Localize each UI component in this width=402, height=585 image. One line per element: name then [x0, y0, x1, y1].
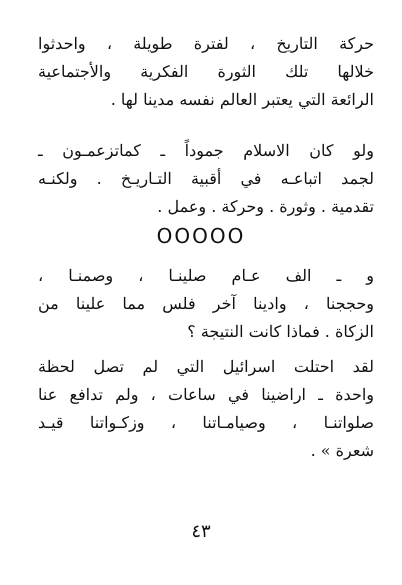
paragraph-line: ولو كان الاسلام جموداً ـ كماتزعمـون ـ	[38, 141, 374, 160]
paragraph-line: الزكاة . فماذا كانت النتيجة ؟	[187, 322, 374, 341]
paragraph-line: واحدة ـ اراضينا في ساعات ، ولم تدافع عنا	[38, 385, 374, 404]
paragraph-line: و ـ الف عـام صلينـا ، وصمنـا ،	[38, 266, 374, 285]
paragraph-3	[38, 262, 374, 346]
paragraph-line: حركة التاريخ ، لفترة طويلة ، واحدثوا	[38, 34, 374, 53]
section-divider-ornament: OOOOO	[156, 224, 246, 248]
paragraph-1	[38, 30, 374, 114]
paragraph-4	[38, 353, 374, 465]
paragraph-line: صلواتنـا ، وصيامـاتنا ، وزكـواتنا قيـد	[38, 413, 374, 432]
paragraph-line: لقد احتلت اسرائيل التي لم تصل لحظة	[38, 357, 374, 376]
paragraph-line: خلالها تلك الثورة الفكرية والأجتماعية	[38, 62, 374, 81]
paragraph-line: شعرة » .	[310, 441, 374, 460]
paragraph-line: تقدمية . وثورة . وحركة . وعمل .	[157, 197, 374, 216]
paragraph-2	[38, 137, 374, 221]
paragraph-line: الرائعة التي يعتبر العالم نفسه مدينا لها .	[110, 90, 374, 109]
paragraph-line: لجمد اتباعـه في أقبية التـاريـخ . ولكنـه	[38, 169, 374, 188]
page-number: ٤٣	[191, 521, 211, 542]
paragraph-line: وحججنا ، وادينا آخر فلس مما علينا من	[38, 294, 374, 313]
